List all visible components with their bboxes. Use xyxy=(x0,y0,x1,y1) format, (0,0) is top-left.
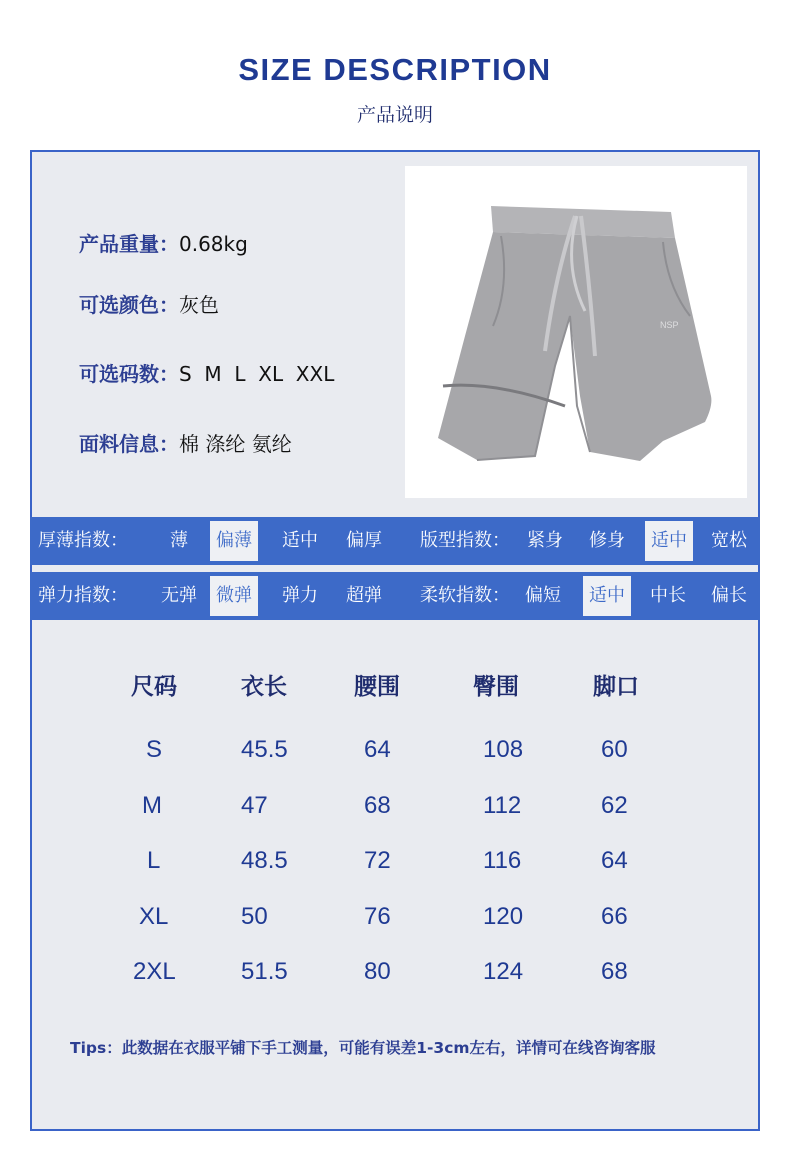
cell-hip: 108 xyxy=(483,736,524,763)
cell-hip: 116 xyxy=(483,847,522,874)
cell-size: XL xyxy=(139,903,169,930)
header-hem: 脚口 xyxy=(593,674,639,700)
spec-fabric xyxy=(79,428,292,457)
spec-value: 灰色 xyxy=(179,293,219,317)
option: 修身 xyxy=(589,530,625,551)
logo-text: NSP xyxy=(660,320,679,330)
cell-waist: 64 xyxy=(364,736,391,763)
spec-value: S M L XL XXL xyxy=(179,362,335,386)
tips-note: Tips：此数据在衣服平铺下手工测量，可能有误差1-3cm左右，详情可在线咨询客服 xyxy=(70,1039,656,1057)
cell-size: L xyxy=(147,847,161,874)
spec-label: 产品重量： xyxy=(79,232,179,256)
cell-size: M xyxy=(142,792,162,819)
cell-length: 48.5 xyxy=(241,847,288,874)
cell-length: 45.5 xyxy=(241,736,288,763)
cell-length: 50 xyxy=(241,903,268,930)
cell-hem: 64 xyxy=(601,847,628,874)
elasticity-label: 弹力指数： xyxy=(38,585,128,606)
option: 偏长 xyxy=(711,585,747,606)
cell-length: 47 xyxy=(241,792,268,819)
cell-hem: 60 xyxy=(601,736,628,763)
elasticity-softness-bar xyxy=(30,572,760,620)
option-selected: 偏薄 xyxy=(210,521,258,561)
spec-value: 0.68kg xyxy=(179,232,248,256)
cell-waist: 68 xyxy=(364,792,391,819)
fit-label: 版型指数： xyxy=(420,530,510,551)
option-selected: 微弹 xyxy=(210,576,258,616)
cell-hem: 66 xyxy=(601,903,628,930)
option: 超弹 xyxy=(346,585,382,606)
shorts-illustration xyxy=(405,166,747,498)
spec-label: 可选颜色： xyxy=(79,293,179,317)
cell-hip: 120 xyxy=(483,903,524,930)
spec-sizes xyxy=(79,358,334,387)
option: 中长 xyxy=(650,585,686,606)
option: 适中 xyxy=(282,530,318,551)
option: 偏厚 xyxy=(346,530,382,551)
option-selected: 适中 xyxy=(645,521,693,561)
spec-value: 棉 涤纶 氨纶 xyxy=(179,432,292,456)
page-subtitle: 产品说明 xyxy=(356,104,433,126)
spec-label: 面料信息： xyxy=(79,432,179,456)
thickness-label: 厚薄指数： xyxy=(38,530,128,551)
product-photo xyxy=(405,166,747,498)
cell-hip: 124 xyxy=(483,958,524,985)
cell-waist: 76 xyxy=(364,903,391,930)
spec-weight xyxy=(79,228,248,257)
option-selected: 适中 xyxy=(583,576,631,616)
cell-hip: 112 xyxy=(483,792,522,819)
header-length: 衣长 xyxy=(241,674,287,700)
cell-length: 51.5 xyxy=(241,958,288,985)
cell-hem: 68 xyxy=(601,958,628,985)
spec-label: 可选码数： xyxy=(79,362,179,386)
cell-hem: 62 xyxy=(601,792,628,819)
spec-color xyxy=(79,289,219,318)
cell-waist: 72 xyxy=(364,847,391,874)
header-size: 尺码 xyxy=(131,674,177,700)
option: 紧身 xyxy=(527,530,563,551)
header-waist: 腰围 xyxy=(354,674,400,700)
thickness-fit-bar xyxy=(30,517,760,565)
cell-size: S xyxy=(146,736,163,763)
cell-size: 2XL xyxy=(133,958,176,985)
softness-label: 柔软指数： xyxy=(420,585,510,606)
option: 宽松 xyxy=(711,530,747,551)
option: 无弹 xyxy=(161,585,197,606)
option: 偏短 xyxy=(525,585,561,606)
option: 薄 xyxy=(170,530,188,551)
header-hip: 臀围 xyxy=(473,674,519,700)
page-title: SIZE DESCRIPTION xyxy=(238,52,552,87)
cell-waist: 80 xyxy=(364,958,391,985)
option: 弹力 xyxy=(282,585,318,606)
